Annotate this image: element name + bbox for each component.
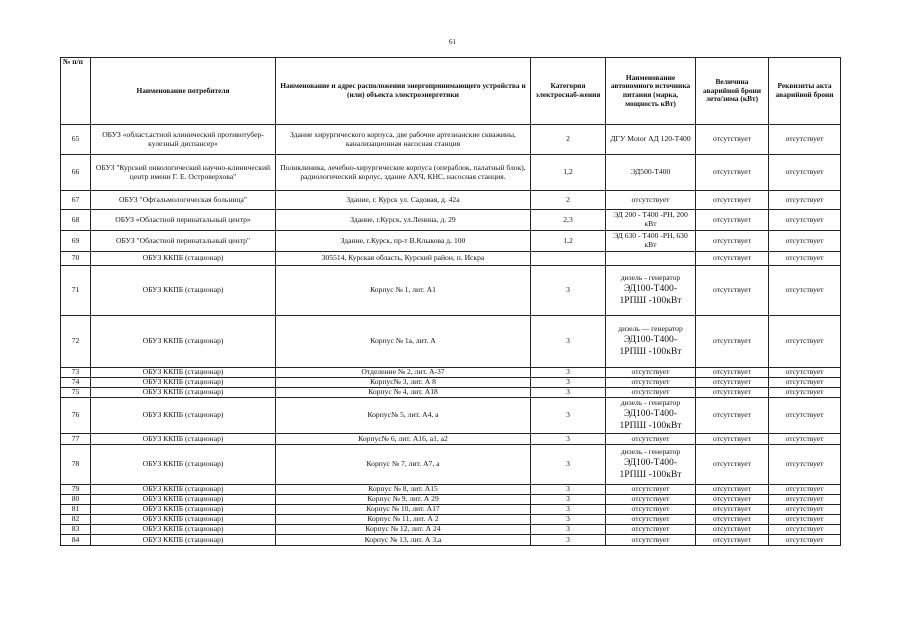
table-row: [61, 525, 841, 535]
cell-reqs: отсутствует: [769, 252, 841, 266]
cell-reqs: отсутствует: [769, 505, 841, 515]
cell-object: Корпус№ 5, лит. А4, а: [276, 398, 531, 434]
source-line: дизель — генератор: [618, 324, 683, 334]
cell-consumer: ОБУЗ ККПБ (стационар): [91, 378, 276, 388]
cell-reqs: отсутствует: [769, 495, 841, 505]
header-source: Наименование автономного источника питания (марка, мощность кВт): [606, 58, 696, 125]
cell-source: отсутствует: [606, 525, 696, 535]
table-row: [61, 266, 841, 316]
energy-consumers-table: [60, 57, 841, 546]
cell-category: 3: [531, 368, 606, 378]
cell-consumer: ОБУЗ ККПБ (стационар): [91, 316, 276, 368]
cell-armor: отсутствует: [696, 485, 769, 495]
cell-object: Корпус № 7, лит. А7, а: [276, 445, 531, 485]
cell-category: 2: [531, 191, 606, 210]
cell-object: Здание, г. Курск ул. Садовая, д. 42а: [276, 191, 531, 210]
cell-reqs: отсутствует: [769, 445, 841, 485]
cell-armor: отсутствует: [696, 266, 769, 316]
source-line: ЭД100-Т400-: [623, 282, 678, 294]
cell-armor: отсутствует: [696, 515, 769, 525]
cell-reqs: отсутствует: [769, 378, 841, 388]
header-num: № п/п: [61, 58, 91, 125]
cell-consumer: ОБУЗ "Офтальмологическая больница": [91, 191, 276, 210]
cell-num: 83: [61, 525, 91, 535]
cell-consumer: ОБУЗ ККПБ (стационар): [91, 485, 276, 495]
cell-armor: отсутствует: [696, 231, 769, 252]
cell-armor: отсутствует: [696, 388, 769, 398]
cell-source: отсутствует: [606, 485, 696, 495]
cell-num: 80: [61, 495, 91, 505]
cell-source: ЭД 200 - Т400 -РН, 200 кВт: [606, 210, 696, 231]
header-armor: Величина аварийной брони лето/зима (кВт): [696, 58, 769, 125]
table-row: [61, 434, 841, 445]
cell-consumer: ОБУЗ «област,астной клинический противотубер-кулезный диспансер»: [91, 125, 276, 155]
table-row: [61, 231, 841, 252]
cell-source: отсутствует: [606, 515, 696, 525]
cell-category: 3: [531, 445, 606, 485]
cell-source: отсутствует: [606, 368, 696, 378]
table-row: [61, 495, 841, 505]
cell-consumer: ОБУЗ ККПБ (стационар): [91, 388, 276, 398]
cell-num: 74: [61, 378, 91, 388]
cell-reqs: отсутствует: [769, 398, 841, 434]
cell-armor: отсутствует: [696, 535, 769, 546]
table-row: [61, 535, 841, 546]
cell-reqs: отсутствует: [769, 515, 841, 525]
cell-num: 70: [61, 252, 91, 266]
cell-object: Корпус № 1, лит. А1: [276, 266, 531, 316]
cell-object: Корпус № 12, лит. А 24: [276, 525, 531, 535]
cell-num: 75: [61, 388, 91, 398]
cell-category: 3: [531, 515, 606, 525]
cell-source: [606, 316, 696, 368]
header-category: Категория электроснаб-жения: [531, 58, 606, 125]
cell-consumer: ОБУЗ "Курский онкологический научно-клинический центр имени Г. Е. Островерхова": [91, 155, 276, 191]
cell-category: 3: [531, 388, 606, 398]
cell-armor: отсутствует: [696, 434, 769, 445]
cell-armor: отсутствует: [696, 398, 769, 434]
table-row: [61, 368, 841, 378]
cell-consumer: ОБУЗ ККПБ (стационар): [91, 368, 276, 378]
cell-category: 3: [531, 535, 606, 546]
cell-source: отсутствует: [606, 378, 696, 388]
cell-reqs: отсутствует: [769, 535, 841, 546]
cell-armor: отсутствует: [696, 155, 769, 191]
cell-reqs: отсутствует: [769, 485, 841, 495]
cell-category: 3: [531, 525, 606, 535]
source-line: ЭД100-Т400-: [623, 456, 678, 468]
cell-armor: отсутствует: [696, 445, 769, 485]
cell-source: ЭД500-Т400: [606, 155, 696, 191]
cell-consumer: ОБУЗ ККПБ (стационар): [91, 445, 276, 485]
source-line: ЭД100-Т400-: [623, 407, 678, 419]
cell-reqs: отсутствует: [769, 231, 841, 252]
cell-category: 3: [531, 505, 606, 515]
cell-source: отсутствует: [606, 535, 696, 546]
cell-armor: отсутствует: [696, 505, 769, 515]
cell-source: [606, 398, 696, 434]
cell-reqs: отсутствует: [769, 191, 841, 210]
source-line: дизель - генератор: [620, 273, 681, 283]
cell-source: [606, 252, 696, 266]
cell-armor: отсутствует: [696, 378, 769, 388]
cell-object: Корпус № 10, лит. А17: [276, 505, 531, 515]
table-row: [61, 445, 841, 485]
cell-num: 81: [61, 505, 91, 515]
cell-consumer: ОБУЗ ККПБ (стационар): [91, 505, 276, 515]
cell-consumer: ОБУЗ ККПБ (стационар): [91, 266, 276, 316]
cell-armor: отсутствует: [696, 316, 769, 368]
cell-object: Здание хирургического корпуса, две рабочие артезианские скважины, канализационная насосная станция: [276, 125, 531, 155]
cell-armor: отсутствует: [696, 252, 769, 266]
cell-num: 82: [61, 515, 91, 525]
cell-armor: отсутствует: [696, 368, 769, 378]
cell-object: Отделение № 2, лит. А-37: [276, 368, 531, 378]
cell-object: Корпус № 9, лит. А 29: [276, 495, 531, 505]
source-line: 1РПШ -100кВт: [619, 419, 682, 431]
cell-consumer: ОБУЗ ККПБ (стационар): [91, 515, 276, 525]
header-object: Наименование и адрес расположения энергопринимающего устройства и (или) объекта электроэнергетики: [276, 58, 531, 125]
cell-armor: отсутствует: [696, 495, 769, 505]
cell-reqs: отсутствует: [769, 210, 841, 231]
cell-consumer: ОБУЗ ККПБ (стационар): [91, 434, 276, 445]
cell-object: Корпус № 1а, лит. А: [276, 316, 531, 368]
cell-object: Корпус № 4, лит. А18: [276, 388, 531, 398]
cell-consumer: ОБУЗ ККПБ (стационар): [91, 398, 276, 434]
cell-source: ЭД 630 - Т400 -РН, 630 кВт: [606, 231, 696, 252]
table-row: [61, 388, 841, 398]
source-line: ЭД100-Т400-: [623, 333, 678, 345]
cell-reqs: отсутствует: [769, 434, 841, 445]
cell-object: Корпус № 8, лит. А15: [276, 485, 531, 495]
cell-source: отсутствует: [606, 434, 696, 445]
cell-object: Здание, г.Курск, ул.Ленина, д. 29: [276, 210, 531, 231]
cell-armor: отсутствует: [696, 525, 769, 535]
cell-consumer: ОБУЗ "Областной перинатальный центр": [91, 231, 276, 252]
table-row: [61, 398, 841, 434]
cell-num: 72: [61, 316, 91, 368]
cell-consumer: ОБУЗ ККПБ (стационар): [91, 525, 276, 535]
table-header-row: [61, 58, 841, 125]
cell-category: 3: [531, 378, 606, 388]
cell-category: 3: [531, 485, 606, 495]
table-row: [61, 191, 841, 210]
cell-category: 2,3: [531, 210, 606, 231]
cell-num: 66: [61, 155, 91, 191]
cell-category: 2: [531, 125, 606, 155]
page-number: 61: [449, 38, 456, 46]
cell-source: отсутствует: [606, 191, 696, 210]
cell-reqs: отсутствует: [769, 155, 841, 191]
source-line: дизель - генератор: [620, 398, 681, 408]
cell-category: 3: [531, 434, 606, 445]
table-row: [61, 485, 841, 495]
source-line: 1РПШ -100кВт: [619, 468, 682, 480]
cell-category: 1,2: [531, 155, 606, 191]
cell-category: 3: [531, 266, 606, 316]
source-line: дизель - генератор: [620, 447, 681, 457]
table-row: [61, 252, 841, 266]
header-consumer: Наименование потребителя: [91, 58, 276, 125]
cell-num: 77: [61, 434, 91, 445]
cell-consumer: ОБУЗ ККПБ (стационар): [91, 252, 276, 266]
cell-source: отсутствует: [606, 495, 696, 505]
cell-consumer: ОБУЗ ККПБ (стационар): [91, 495, 276, 505]
table-row: [61, 210, 841, 231]
cell-num: 79: [61, 485, 91, 495]
cell-num: 71: [61, 266, 91, 316]
cell-num: 78: [61, 445, 91, 485]
cell-reqs: отсутствует: [769, 316, 841, 368]
table-row: [61, 155, 841, 191]
cell-armor: отсутствует: [696, 191, 769, 210]
cell-reqs: отсутствует: [769, 266, 841, 316]
cell-category: 1,2: [531, 231, 606, 252]
cell-category: 3: [531, 398, 606, 434]
cell-num: 65: [61, 125, 91, 155]
source-line: 1РПШ -100кВт: [619, 294, 682, 306]
cell-category: 3: [531, 316, 606, 368]
cell-num: 84: [61, 535, 91, 546]
cell-object: Корпус № 11, лит. А 2: [276, 515, 531, 525]
cell-num: 67: [61, 191, 91, 210]
cell-source: отсутствует: [606, 388, 696, 398]
cell-num: 69: [61, 231, 91, 252]
source-line: 1РПШ -100кВт: [619, 345, 682, 357]
table-row: [61, 125, 841, 155]
cell-category: 3: [531, 495, 606, 505]
cell-object: Здание, г.Курск, пр-т В.Клыкова д. 100: [276, 231, 531, 252]
cell-object: Корпус№ 3, лит. А 8: [276, 378, 531, 388]
cell-source: [606, 445, 696, 485]
cell-armor: отсутствует: [696, 210, 769, 231]
cell-source: ДГУ Motor АД 120-Т400: [606, 125, 696, 155]
cell-reqs: отсутствует: [769, 525, 841, 535]
table-row: [61, 316, 841, 368]
table-row: [61, 505, 841, 515]
table-row: [61, 515, 841, 525]
cell-source: [606, 266, 696, 316]
cell-object: Корпус№ 6, лит. А16, а1, а2: [276, 434, 531, 445]
cell-reqs: отсутствует: [769, 388, 841, 398]
cell-object: Поликлиника, лечебно-хирургические корпуса (операблок, палатный блок), радиологический корпус, здание АХЧ, КНС, насосная станция.: [276, 155, 531, 191]
cell-source: отсутствует: [606, 505, 696, 515]
cell-reqs: отсутствует: [769, 125, 841, 155]
cell-category: [531, 252, 606, 266]
cell-num: 68: [61, 210, 91, 231]
cell-armor: отсутствует: [696, 125, 769, 155]
cell-reqs: отсутствует: [769, 368, 841, 378]
cell-num: 73: [61, 368, 91, 378]
table-row: [61, 378, 841, 388]
cell-num: 76: [61, 398, 91, 434]
cell-object: Корпус № 13, лит. А 3,а: [276, 535, 531, 546]
cell-object: 305514, Курская область, Курский район, п. Искра: [276, 252, 531, 266]
header-reqs: Реквизиты акта аварийной брони: [769, 58, 841, 125]
cell-consumer: ОБУЗ ККПБ (стационар): [91, 535, 276, 546]
cell-consumer: ОБУЗ «Областной перинатальный центр»: [91, 210, 276, 231]
